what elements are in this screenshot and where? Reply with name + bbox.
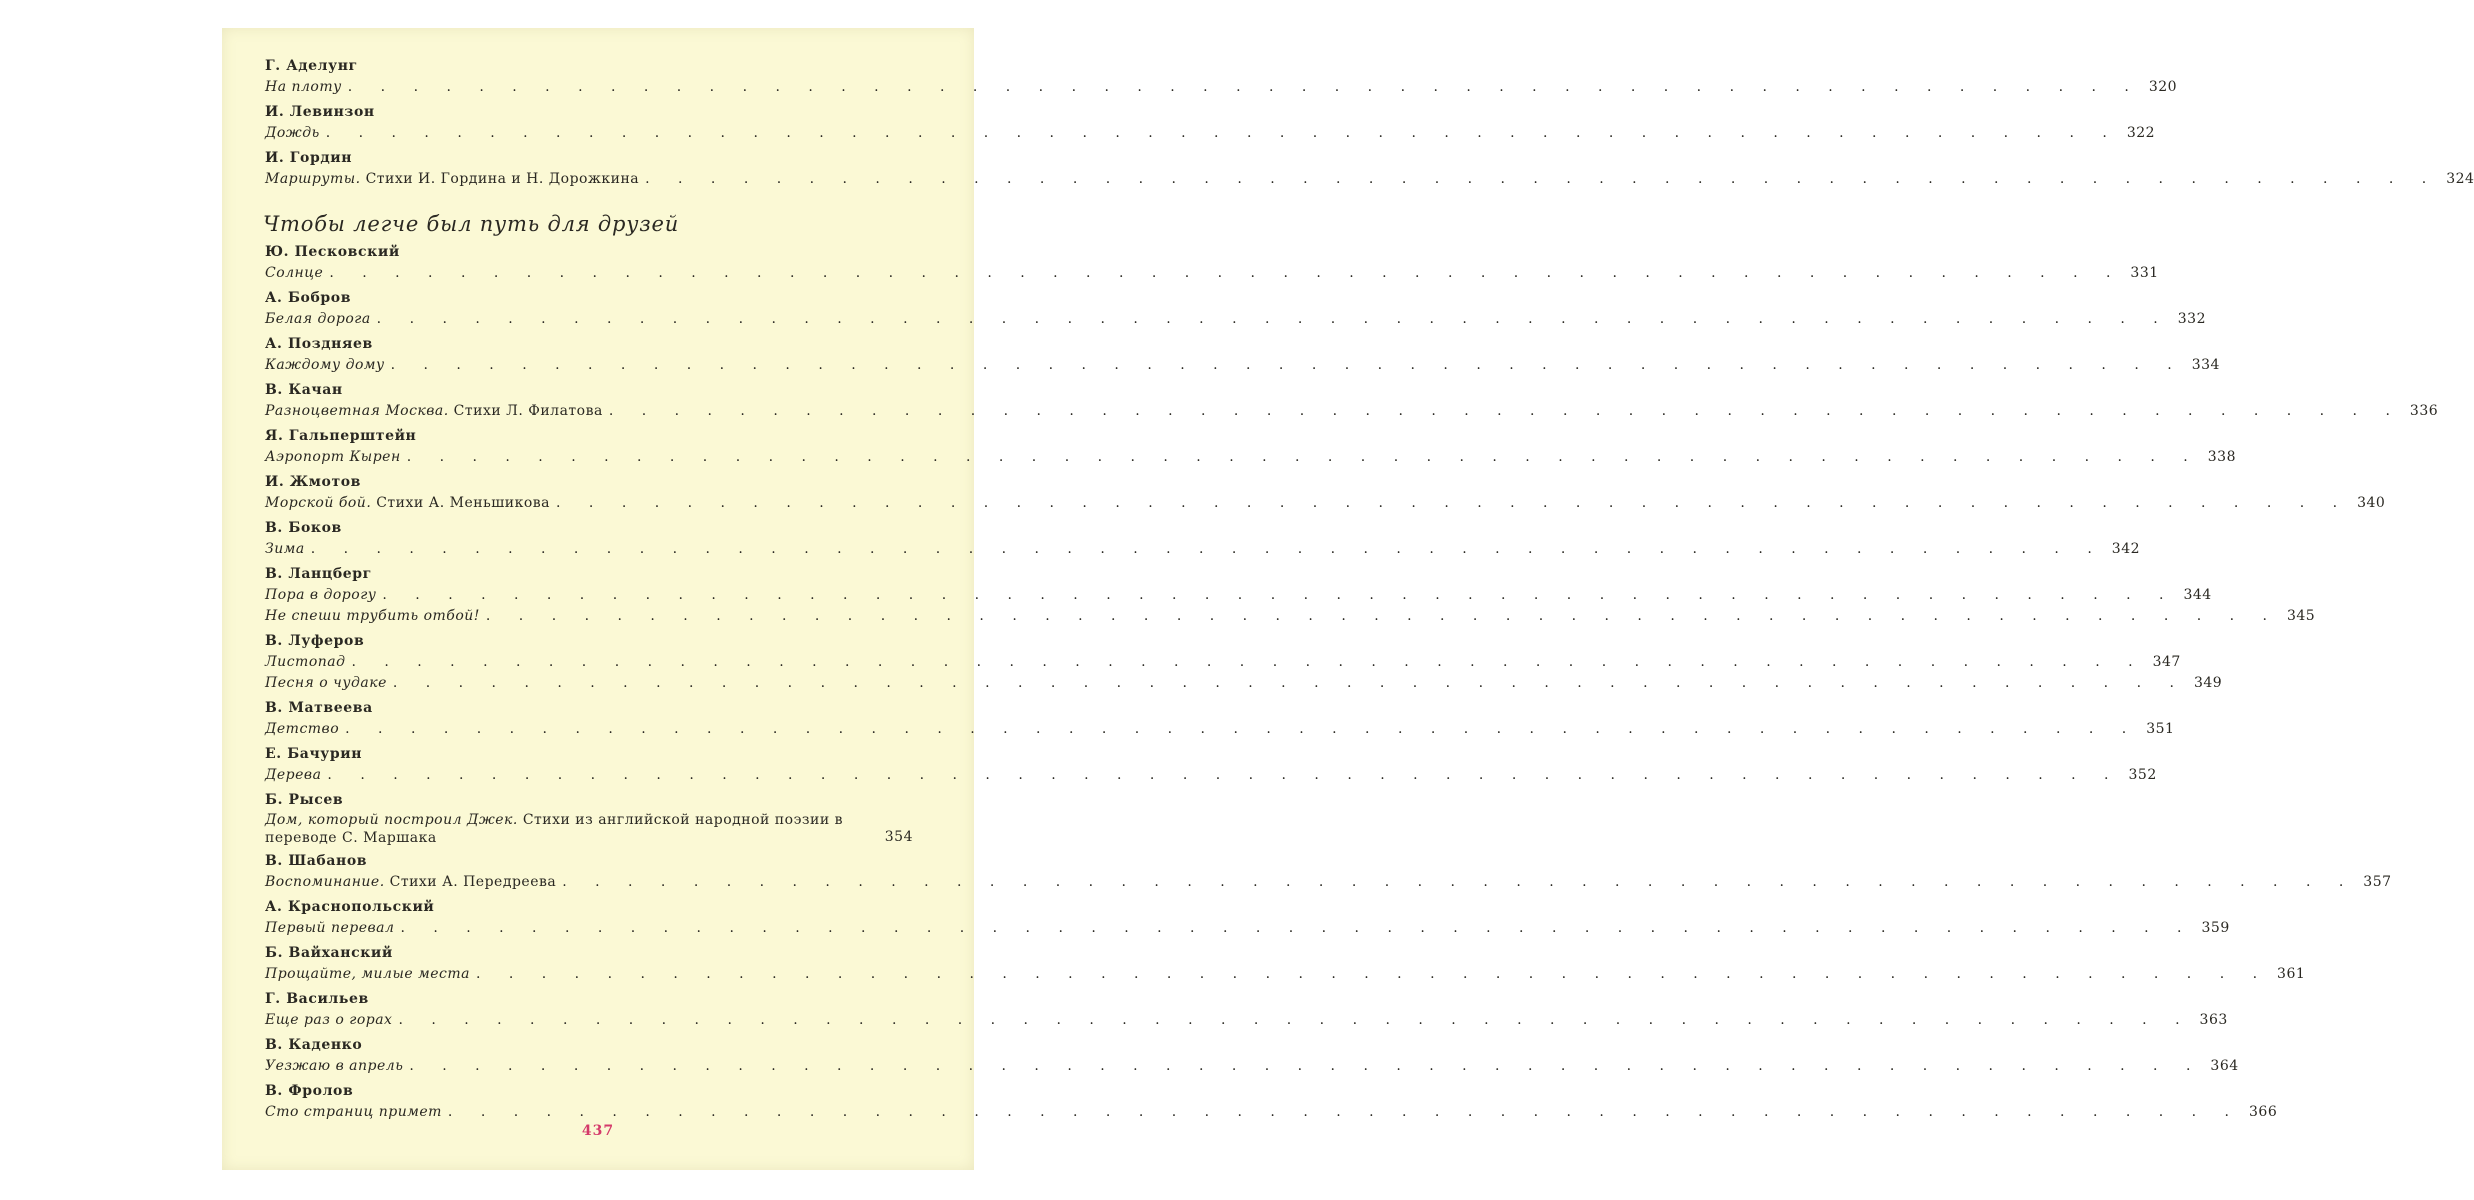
work-title-italic: Уезжаю в апрель <box>265 1058 404 1074</box>
work-title-italic: Еще раз о горах <box>265 1012 393 1028</box>
author-name: И. Левинзон <box>265 104 375 120</box>
book-page <box>222 28 2474 1170</box>
work-title <box>265 585 376 605</box>
leader-dots: . . . . . . . . . . . . . . . . . . . . . . . . . . . . . . . . . . . . . . . . . . . . . . . . . . . . . . . <box>392 675 2186 691</box>
toc-entry <box>265 699 2175 740</box>
page-ref: 351 <box>2146 721 2175 737</box>
author-name: Б. Вайханский <box>265 945 393 961</box>
work-title <box>265 1010 392 1030</box>
author-name: В. Качан <box>265 382 343 398</box>
toc-item <box>265 539 2141 560</box>
leader-dots: . . . . . . . . . . . . . . . . . . . . . . . . . . . . . . . . . . . . . . . . . . . . . . . . . . . . . . . <box>351 654 2145 670</box>
toc-entry <box>265 381 2439 422</box>
work-title-italic: Не спеши трубить отбой! <box>265 608 480 624</box>
work-title <box>265 1056 403 1076</box>
work-credits: Стихи А. Меньшикова <box>371 495 551 511</box>
work-title-italic: Каждому дому <box>265 357 385 373</box>
author-name: Б. Рысев <box>265 792 344 808</box>
work-title <box>265 401 603 421</box>
author-name: Ю. Песковский <box>265 244 400 260</box>
work-title-italic: Зима <box>265 541 305 557</box>
work-title <box>265 447 401 467</box>
work-title-italic: Солнце <box>265 265 324 281</box>
author-name: А. Бобров <box>265 290 352 306</box>
toc-entry <box>265 427 2236 468</box>
page-ref: 354 <box>884 829 913 845</box>
work-title <box>265 606 480 626</box>
author-name: В. Каденко <box>265 1037 363 1053</box>
toc-item <box>265 673 2223 694</box>
leader-dots: . . . . . . . . . . . . . . . . . . . . . . . . . . . . . . . . . . . . . . . . . . . . . . . . . . . . . . . <box>406 449 2200 465</box>
work-title <box>265 263 323 283</box>
work-title-italic: Сто страниц примет <box>265 1104 442 1120</box>
page-ref: 332 <box>2177 311 2206 327</box>
toc-item <box>265 585 2212 606</box>
work-title <box>265 355 385 375</box>
work-title-italic: Первый перевал <box>265 920 395 936</box>
leader-dots: . . . . . . . . . . . . . . . . . . . . . . . . . . . . . . . . . . . . . . . . . . . . . . . . . . . . . . . <box>645 171 2439 187</box>
leader-dots: . . . . . . . . . . . . . . . . . . . . . . . . . . . . . . . . . . . . . . . . . . . . . . . . . . . . . . . <box>400 920 2194 936</box>
toc-entry <box>265 1036 2239 1077</box>
author-name: И. Гордин <box>265 150 353 166</box>
leader-dots: . . . . . . . . . . . . . . . . . . . . . . . . . . . . . . . . . . . . . . . . . . . . . . . . . . . . . . . <box>409 1058 2203 1074</box>
work-title-italic: Прощайте, милые места <box>265 966 470 982</box>
page-number: 437 <box>581 1123 615 1139</box>
work-title <box>265 964 470 984</box>
toc-entry <box>265 852 2392 893</box>
leader-dots: . . . . . . . . . . . . . . . . . . . . . . . . . . . . . . . . . . . . . . . . . . . . . . . . . . . . . . . <box>485 608 2279 624</box>
work-title <box>265 652 345 672</box>
author-name: Г. Аделунг <box>265 58 358 74</box>
toc-entry <box>265 289 2206 330</box>
work-title-italic: Пора в дорогу <box>265 587 377 603</box>
work-title-italic: Белая дорога <box>265 311 371 327</box>
page-ref: 357 <box>2363 874 2392 890</box>
page-ref: 331 <box>2130 265 2159 281</box>
toc-item <box>265 77 2178 98</box>
work-title <box>265 719 339 739</box>
leader-dots: . . . . . . . . . . . . . . . . . . . . . . . . . . . . . . . . . . . . . . . . . . . . . . . . . . . . . . . <box>329 265 2123 281</box>
page-ref: 364 <box>2210 1058 2239 1074</box>
author-name: И. Жмотов <box>265 474 361 490</box>
toc-item <box>265 263 2159 284</box>
work-title <box>265 123 320 143</box>
toc-item <box>265 123 2156 144</box>
toc-entry <box>265 565 2316 627</box>
author-name: В. Ланцберг <box>265 566 372 582</box>
toc-section-list <box>265 243 2439 1123</box>
work-credits: Стихи Л. Филатова <box>448 403 603 419</box>
page-ref: 361 <box>2277 966 2306 982</box>
page-ref: 340 <box>2357 495 2386 511</box>
leader-dots: . . . . . . . . . . . . . . . . . . . . . . . . . . . . . . . . . . . . . . . . . . . . . . . . . . . . . . . <box>382 587 2176 603</box>
toc-item <box>265 1102 2278 1123</box>
author-name: Я. Гальперштейн <box>265 428 417 444</box>
toc-entry <box>265 473 2386 514</box>
work-title-italic: На плоту <box>265 79 342 95</box>
work-title-italic: Дерева <box>265 767 322 783</box>
page-ref: 366 <box>2249 1104 2278 1120</box>
toc-item <box>265 493 2386 514</box>
toc-item <box>265 447 2236 468</box>
work-title <box>265 539 305 559</box>
author-name: Е. Бачурин <box>265 746 363 762</box>
page-ref: 352 <box>2128 767 2157 783</box>
work-title-italic: Разноцветная Москва. <box>265 403 449 419</box>
leader-dots: . . . . . . . . . . . . . . . . . . . . . . . . . . . . . . . . . . . . . . . . . . . . . . . . . . . . . . . <box>562 874 2356 890</box>
page-ref: 324 <box>2446 171 2474 187</box>
author-name: А. Поздняев <box>265 336 373 352</box>
toc-item <box>265 606 2316 627</box>
work-title <box>265 765 321 785</box>
section-title: Чтобы легче был путь для друзей <box>263 212 680 236</box>
toc-entry <box>265 243 2159 284</box>
toc-item <box>265 811 925 847</box>
page-ref: 338 <box>2207 449 2236 465</box>
toc-item <box>265 309 2206 330</box>
leader-dots: . . . . . . . . . . . . . . . . . . . . . . . . . . . . . . . . . . . . . . . . . . . . . . . . . . . . . . . <box>447 1104 2241 1120</box>
work-title <box>265 872 556 892</box>
page-ref: 347 <box>2152 654 2181 670</box>
toc-item <box>265 355 2220 376</box>
work-title-italic: Детство <box>265 721 340 737</box>
author-name: Г. Васильев <box>265 991 369 1007</box>
leader-dots: . . . . . . . . . . . . . . . . . . . . . . . . . . . . . . . . . . . . . . . . . . . . . . . . . . . . . . . <box>325 125 2119 141</box>
toc-item <box>265 765 2157 786</box>
leader-dots: . . . . . . . . . . . . . . . . . . . . . . . . . . . . . . . . . . . . . . . . . . . . . . . . . . . . . . . <box>556 495 2350 511</box>
work-title-italic: Дом, который построил Джек. <box>265 812 518 828</box>
leader-dots: . . . . . . . . . . . . . . . . . . . . . . . . . . . . . . . . . . . . . . . . . . . . . . . . . . . . . . . <box>345 721 2139 737</box>
page-ref: 363 <box>2199 1012 2228 1028</box>
work-title-italic: Морской бой. <box>265 495 372 511</box>
work-credits: Стихи А. Передреева <box>384 874 557 890</box>
work-title-italic: Дождь <box>265 125 320 141</box>
leader-dots: . . . . . . . . . . . . . . . . . . . . . . . . . . . . . . . . . . . . . . . . . . . . . . . . . . . . . . . <box>376 311 2170 327</box>
work-credits: Стихи И. Гордина и Н. Дорожкина <box>360 171 640 187</box>
leader-dots: . . . . . . . . . . . . . . . . . . . . . . . . . . . . . . . . . . . . . . . . . . . . . . . . . . . . . . . <box>310 541 2104 557</box>
work-title <box>265 309 371 329</box>
toc-entry <box>265 745 2157 786</box>
work-title <box>265 918 394 938</box>
page-ref: 336 <box>2409 403 2439 419</box>
toc-top-list <box>265 57 2474 190</box>
leader-dots: . . . . . . . . . . . . . . . . . . . . . . . . . . . . . . . . . . . . . . . . . . . . . . . . . . . . . . . <box>398 1012 2192 1028</box>
work-title <box>265 169 639 189</box>
toc-item <box>265 918 2230 939</box>
toc-entry <box>265 103 2156 144</box>
work-title-italic: Маршруты. <box>265 171 361 187</box>
author-name: В. Луферов <box>265 633 365 649</box>
page-ref: 342 <box>2111 541 2141 557</box>
page-ref: 322 <box>2126 125 2156 141</box>
leader-dots: . . . . . . . . . . . . . . . . . . . . . . . . . . . . . . . . . . . . . . . . . . . . . . . . . . . . . . . <box>390 357 2184 373</box>
work-title <box>265 673 387 693</box>
work-title-italic: Воспоминание. <box>265 874 385 890</box>
table-of-contents <box>263 52 2474 1123</box>
author-name: В. Фролов <box>265 1083 354 1099</box>
toc-item <box>265 964 2306 985</box>
page-ref: 320 <box>2148 79 2178 95</box>
leader-dots: . . . . . . . . . . . . . . . . . . . . . . . . . . . . . . . . . . . . . . . . . . . . . . . . . . . . . . . <box>347 79 2141 95</box>
toc-item <box>265 719 2175 740</box>
page-ref: 334 <box>2191 357 2220 373</box>
author-name: В. Шабанов <box>265 853 368 869</box>
toc-entry <box>265 944 2306 985</box>
work-title <box>265 493 550 513</box>
work-title-italic: Аэропорт Кырен <box>265 449 401 465</box>
toc-item <box>265 1056 2239 1077</box>
toc-item <box>265 652 2181 673</box>
work-title <box>265 1102 442 1122</box>
work-title <box>265 811 865 847</box>
toc-item <box>265 169 2474 190</box>
page-ref: 344 <box>2183 587 2212 603</box>
leader-dots: . . . . . . . . . . . . . . . . . . . . . . . . . . . . . . . . . . . . . . . . . . . . . . . . . . . . . . . <box>327 767 2121 783</box>
toc-entry <box>265 57 2178 98</box>
toc-entry <box>265 335 2220 376</box>
work-credits: Стихи из английской народной поэзии в переводе С. Маршака <box>265 812 844 846</box>
toc-item <box>265 401 2439 422</box>
leader-dots: . . . . . . . . . . . . . . . . . . . . . . . . . . . . . . . . . . . . . . . . . . . . . . . . . . . . . . . <box>608 403 2402 419</box>
toc-entry <box>265 898 2230 939</box>
toc-entry <box>265 149 2474 190</box>
author-name: В. Матвеева <box>265 700 373 716</box>
toc-entry <box>265 519 2141 560</box>
leader-dots: . . . . . . . . . . . . . . . . . . . . . . . . . . . . . . . . . . . . . . . . . . . . . . . . . . . . . . . <box>475 966 2270 982</box>
toc-item <box>265 1010 2228 1031</box>
page-ref: 345 <box>2286 608 2316 624</box>
work-title-italic: Листопад <box>265 654 346 670</box>
page-ref: 359 <box>2201 920 2230 936</box>
author-name: В. Боков <box>265 520 342 536</box>
toc-item <box>265 872 2392 893</box>
work-title-italic: Песня о чудаке <box>265 675 387 691</box>
toc-entry <box>265 990 2228 1031</box>
toc-entry <box>265 791 925 847</box>
work-title <box>265 77 342 97</box>
page-ref: 349 <box>2193 675 2223 691</box>
toc-entry <box>265 1082 2278 1123</box>
toc-entry <box>265 632 2223 694</box>
author-name: А. Краснопольский <box>265 899 435 915</box>
